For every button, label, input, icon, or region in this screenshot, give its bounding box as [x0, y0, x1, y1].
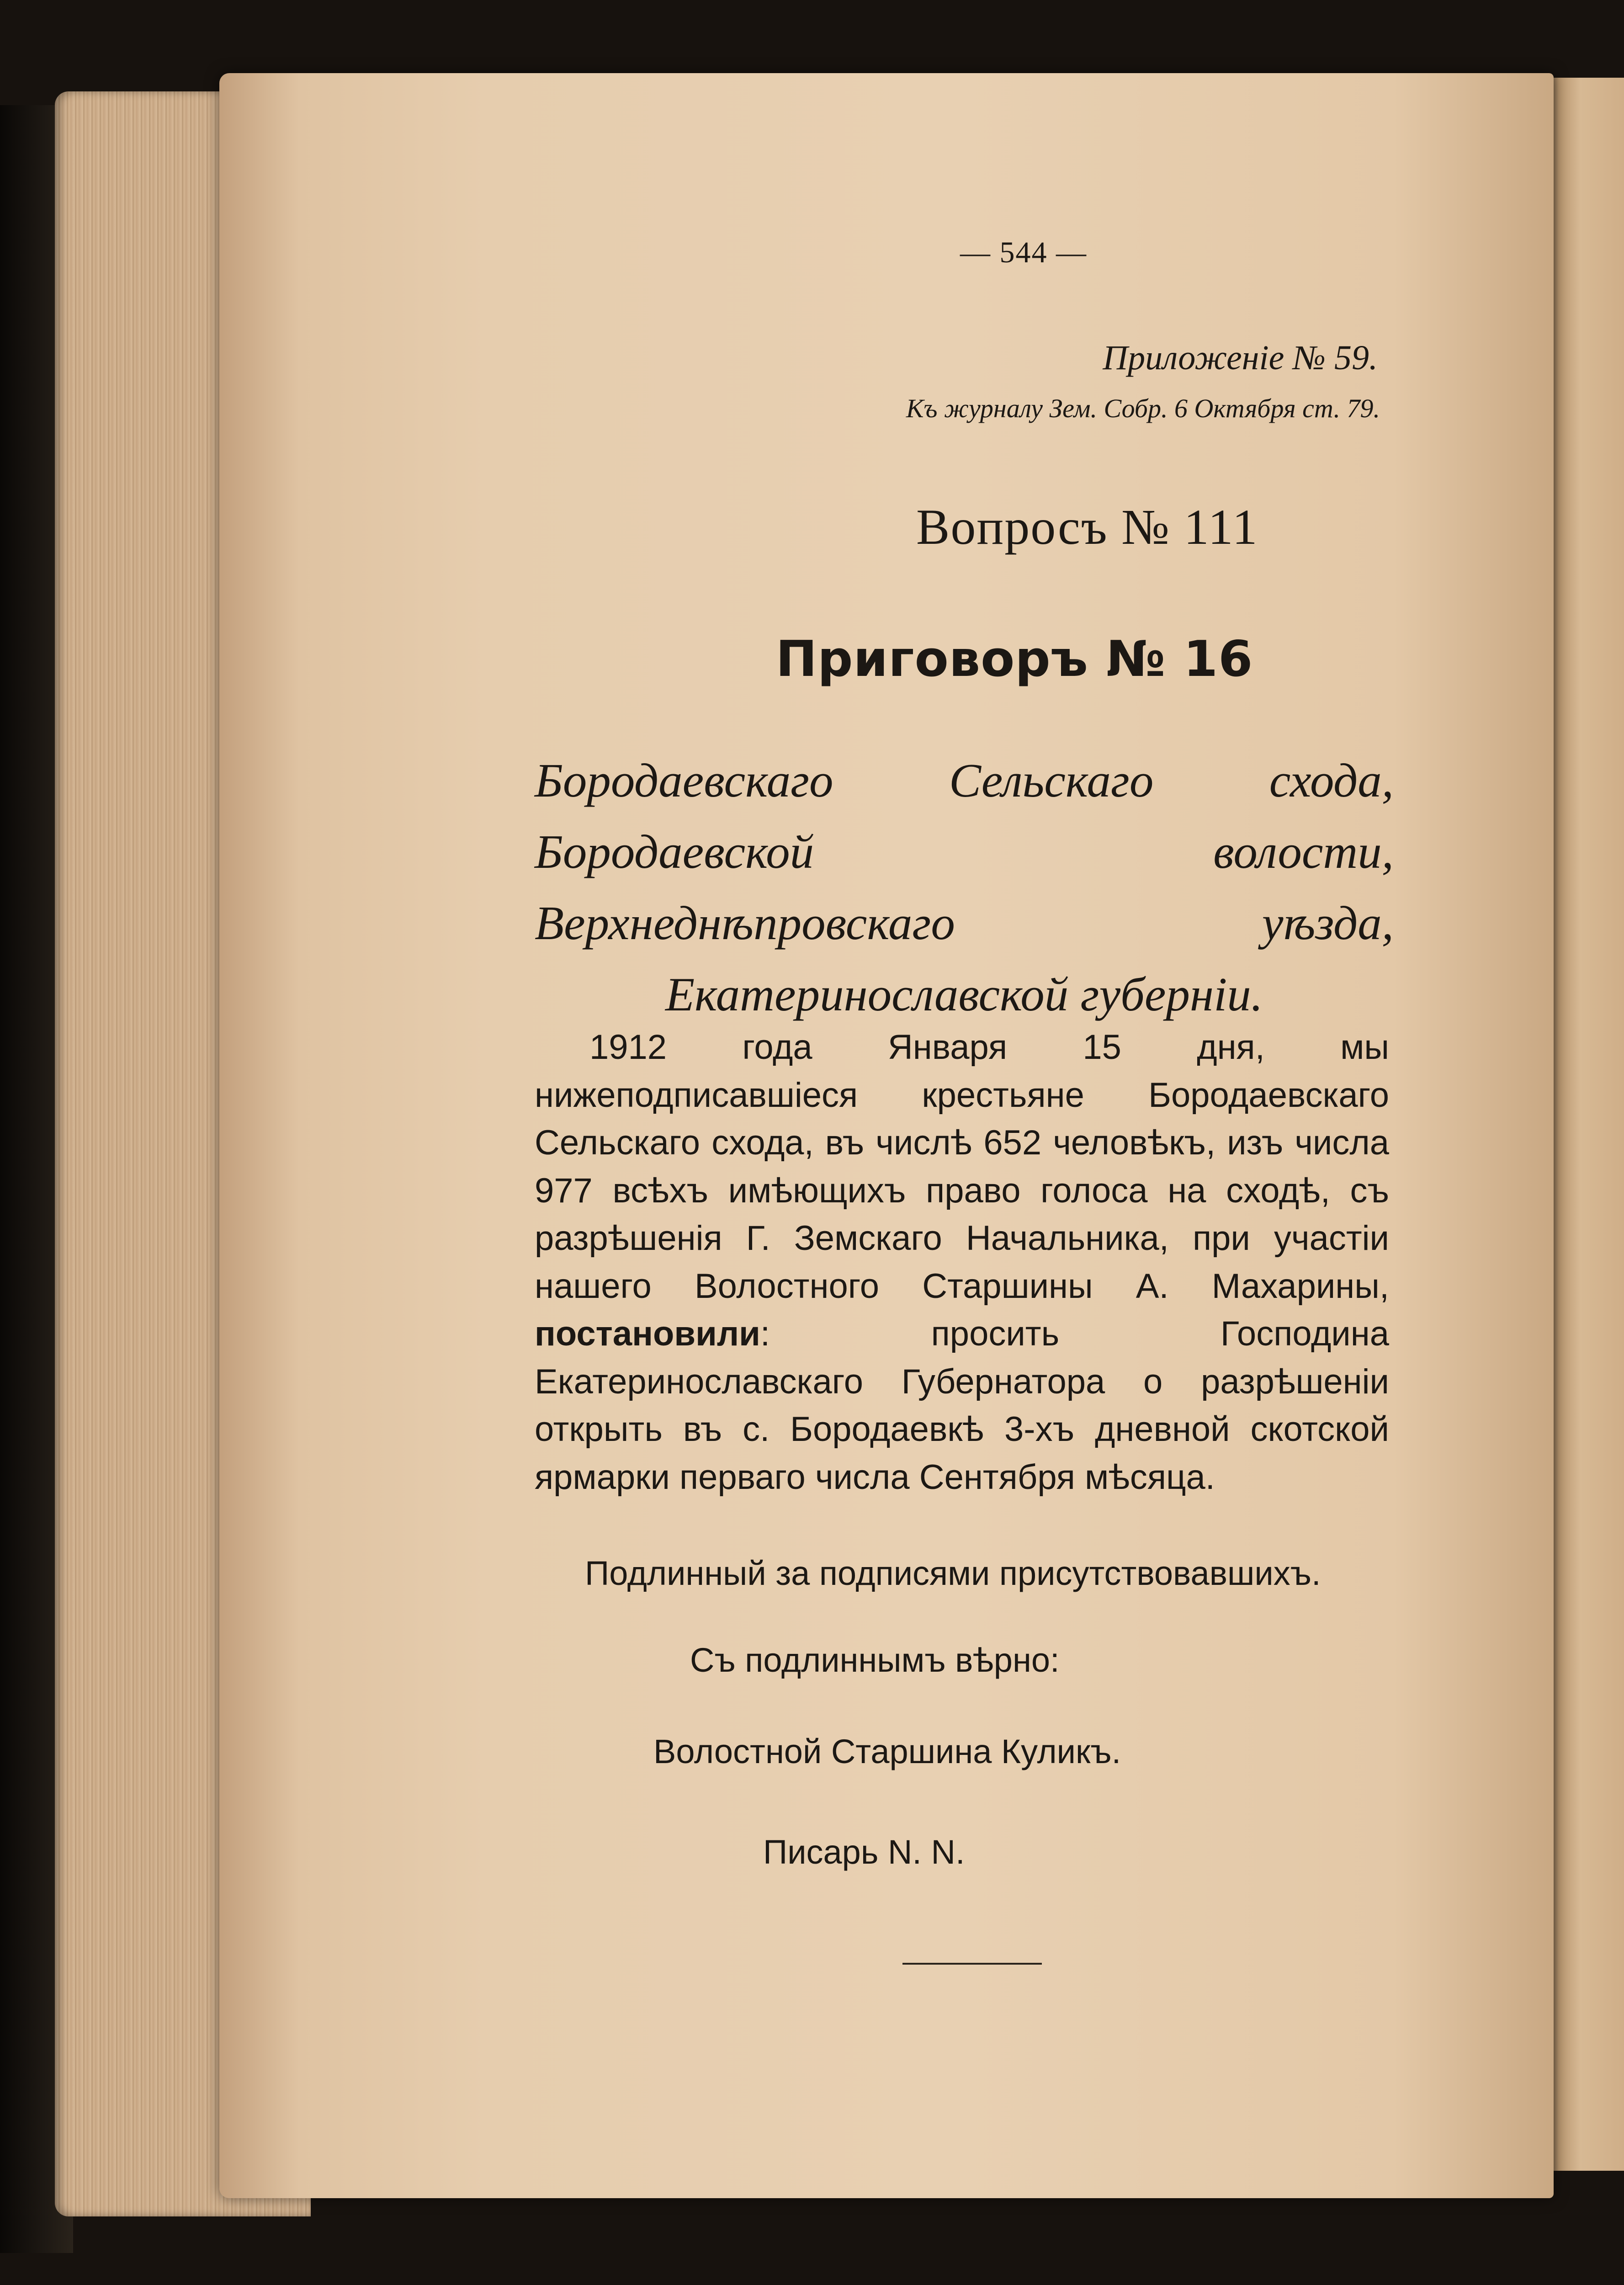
book-page — [219, 73, 1554, 2198]
closing-divider — [902, 1963, 1042, 1965]
resolution-text-end: : просить Господина Екатеринославскаго Губернатора о разрѣшенiи открыть въ с. Бородаевкѣ 3-хъ дневной скотской ярмарки перваго числа Сентября мѣсяца. — [535, 1314, 1389, 1497]
page-content — [219, 73, 1554, 2198]
journal-reference: Къ журналу Зем. Собр. 6 Октября ст. 79. — [906, 393, 1380, 423]
signature-clerk: Писарь N. N. — [763, 1833, 965, 1871]
resolution-text-start: 1912 года Января 15 дня, мы нижеподписавшiеся крестьяне Бородаевскаго Сельскаго схода, въ числѣ 652 человѣкъ, изъ числа 977 всѣхъ имѣющихъ право голоса на сходѣ, съ разрѣшенiя Г. Земскаго Начальника, при участiи нашего Волостного Старшины А. Махарины, — [535, 1028, 1389, 1306]
resolution-keyword: постановили — [535, 1314, 760, 1353]
next-page-edge — [1544, 78, 1624, 2171]
question-heading: Вопросъ № 111 — [916, 499, 1258, 555]
sentence-title: Приговоръ № 16 — [775, 631, 1253, 688]
assembly-subtitle: Бородаевскаго Сельскаго схода, Бородаевской волости, Верхнеднѣпровскаго уѣзда, Екатеринославской губернiи. — [535, 754, 1394, 1021]
certified-true-copy: Съ подлиннымъ вѣрно: — [690, 1641, 1060, 1679]
page-number: — 544 — — [960, 236, 1087, 269]
appendix-label: Приложенiе № 59. — [1103, 339, 1378, 377]
resolution-body — [535, 1024, 1389, 1501]
signature-volost-elder: Волостной Старшина Куликъ. — [653, 1732, 1121, 1770]
original-signatures-note: Подлинный за подписями присутствовавшихъ. — [585, 1554, 1321, 1592]
